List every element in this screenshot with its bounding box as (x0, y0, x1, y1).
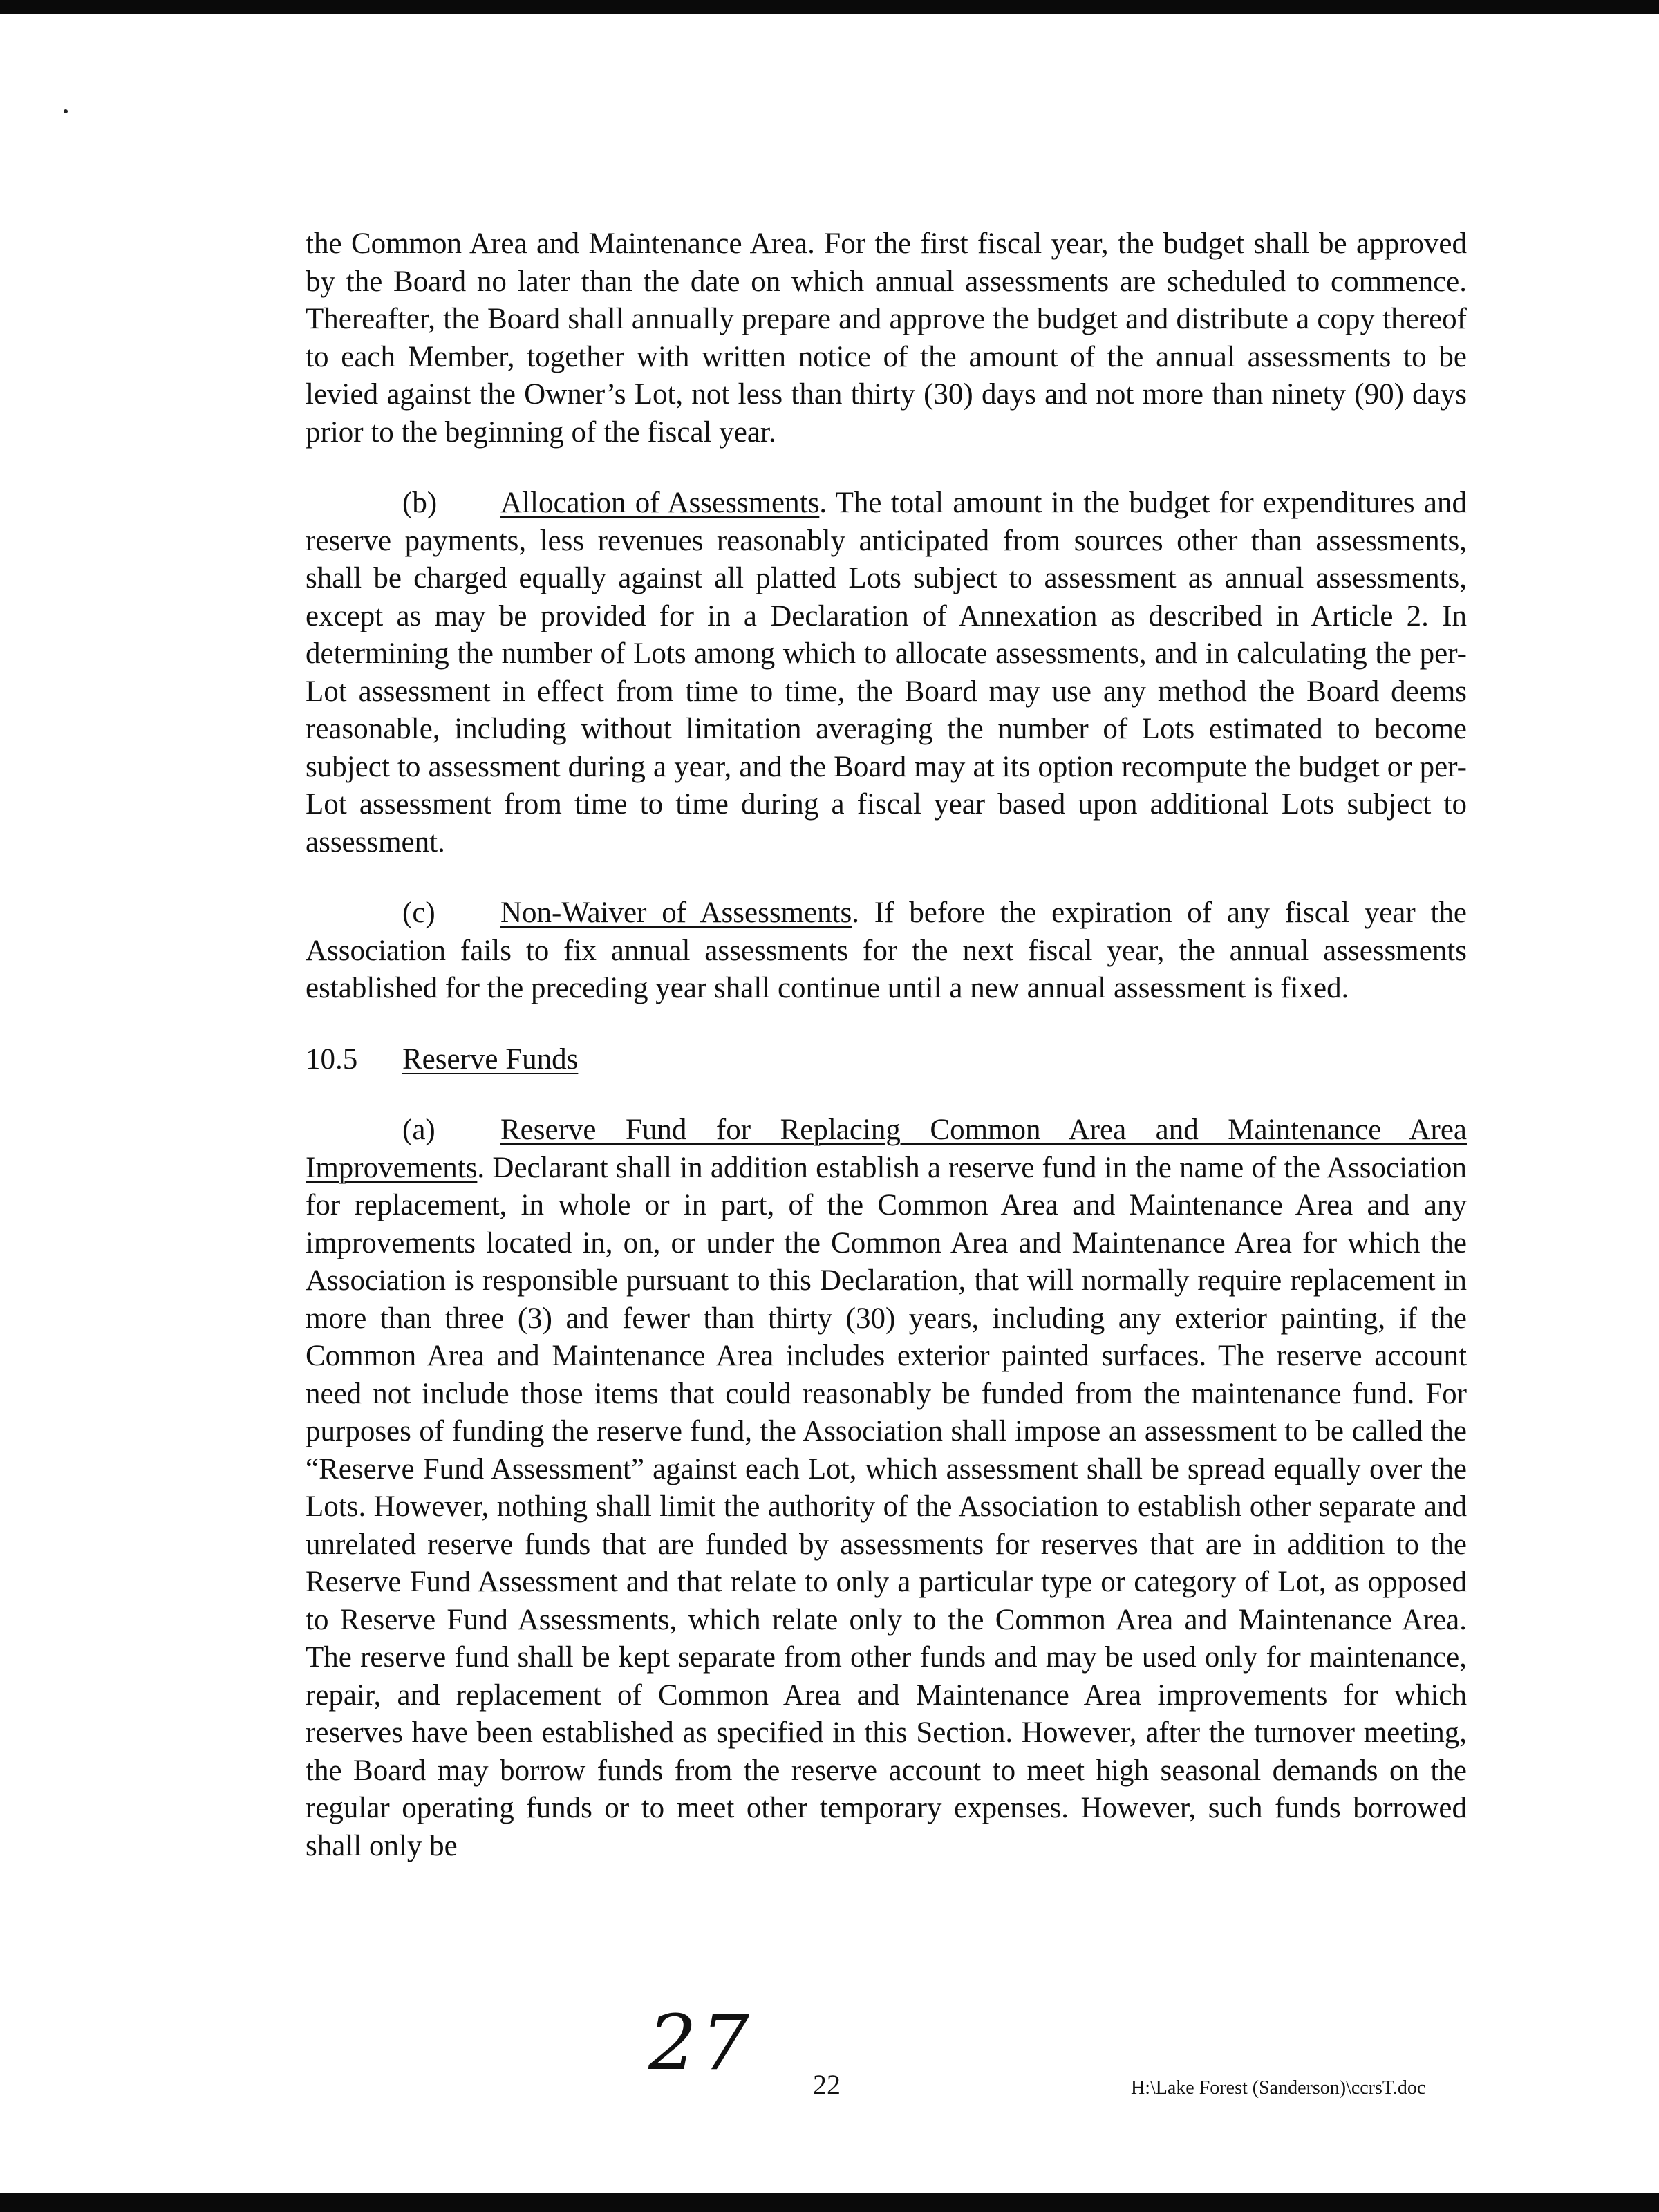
paragraph-c-text: If before the expiration of any fiscal year the Association fails to fix annual assessments for the next fiscal year, the annual assessments established for the preceding year shall continue until a new annual assessment is fixed. (306, 897, 1468, 1004)
paragraph-a: (a) Reserve Fund for Replacing Common Area and Maintenance Area Improvements. Declarant shall in addition establish a reserve fund in the name of the Association for replacement, in whole or in part, of the Common Area and Maintenance Area and any improvements located in, on, or under the Common Area and Maintenance Area for which the Association is responsible pursuant to this Declaration, that will normally require replacement in more than three (3) and fewer than thirty (30) years, including any exterior painting, if the Common Area and Maintenance Area includes exterior painted surfaces. The reserve account need not include those items that could reasonably be funded from the maintenance fund. For purposes of funding the reserve fund, the Association shall impose an assessment to be called the “Reserve Fund Assessment” against each Lot, which assessment shall be spread equally over the Lots. However, nothing shall limit the authority of the Association to establish other separate and unrelated reserve funds that are funded by assessments for reserves that are in addition to the Reserve Fund Assessment and that relate to only a particular type or category of Lot, as opposed to Reserve Fund Assessments, which relate only to the Common Area and Maintenance Area. The reserve fund shall be kept separate from other funds and may be used only for maintenance, repair, and replacement of Common Area and Maintenance Area improvements for which reserves have been established as specified in this Section. However, after the turnover meeting, the Board may borrow funds from the reserve account to meet high seasonal demands on the regular operating funds or to meet other temporary expenses. However, such funds borrowed shall only be (306, 1112, 1467, 1865)
paragraph-b-label: (b) (402, 487, 438, 519)
paragraph-b: (b) Allocation of Assessments. The total amount in the budget for expenditures and reserve payments, less revenues reasonably anticipated from sources other than assessments, shall be charged equally against all platted Lots subject to assessment as annual assessments, except as may be provided for in a Declaration of Annexation as described in Article 2. In determining the number of Lots among which to allocate assessments, and in calculating the per-Lot assessment in effect from time to time, the Board may use any method the Board deems reasonable, including without limitation averaging the number of Lots estimated to become subject to assessment during a year, and the Board may at its option recompute the budget or per-Lot assessment from time to time during a fiscal year based upon additional Lots subject to assessment. (306, 485, 1467, 861)
file-path: H:\Lake Forest (Sanderson)\ccrsT.doc (1131, 2077, 1426, 2099)
paragraph-c-heading: Non-Waiver of Assessments (500, 897, 852, 929)
paragraph-a-heading: Reserve Fund for Replacing Common Area and Maintenance Area Improvements (306, 1114, 1467, 1184)
paragraph-intro (306, 225, 1467, 451)
paragraph-c-label: (c) (402, 897, 435, 929)
page-number: 22 (813, 2069, 841, 2100)
paragraph-a-label: (a) (402, 1114, 435, 1146)
section-title: Reserve Funds (402, 1042, 579, 1076)
paragraph-a-text: Declarant shall in addition establish a reserve fund in the name of the Association for replacement, in whole or in part, of the Common Area and Maintenance Area and any improvements located in, on, or under the Common Area and Maintenance Area for which the Association is responsible pursuant to this Declaration, that will normally require replacement in more than three (3) and fewer than thirty (30) years, including any exterior painting, if the Common Area and Maintenance Area includes exterior painted surfaces. The reserve account need not include those items that could reasonably be funded from the maintenance fund. For purposes of funding the reserve fund, the Association shall impose an assessment to be called the “Reserve Fund Assessment” against each Lot, which assessment shall be spread equally over the Lots. However, nothing shall limit the authority of the Association to establish other separate and unrelated reserve funds that are funded by assessments for reserves that are in addition to the Reserve Fund Assessment and that relate to only a particular type or category of Lot, as opposed to Reserve Fund Assessments, which relate only to the Common Area and Maintenance Area. The reserve fund shall be kept separate from other funds and may be used only for maintenance, repair, and replacement of Common Area and Maintenance Area improvements for which reserves have been established as specified in this Section. However, after the turnover meeting, the Board may borrow funds from the reserve account to meet high seasonal demands on the regular operating funds or to meet other temporary expenses. However, such funds borrowed shall only be (306, 1151, 1467, 1862)
scan-edge-top (0, 0, 1659, 14)
document-body (306, 225, 1467, 1865)
paragraph-b-text: The total amount in the budget for expenditures and reserve payments, less revenues reasonably anticipated from sources other than assessments, shall be charged equally against all platted Lots subject to assessment as annual assessments, except as may be provided for in a Declaration of Annexation as described in Article 2. In determining the number of Lots among which to allocate assessments, and in calculating the per-Lot assessment in effect from time to time, the Board may use any method the Board deems reasonable, including without limitation averaging the number of Lots estimated to become subject to assessment during a year, and the Board may at its option recompute the budget or per-Lot assessment from time to time during a fiscal year based upon additional Lots subject to assessment. (306, 487, 1468, 859)
scan-edge-bottom (0, 2193, 1659, 2212)
paragraph-c: (c) Non-Waiver of Assessments. If before the expiration of any fiscal year the Association fails to fix annual assessments for the next fiscal year, the annual assessments established for the preceding year shall continue until a new annual assessment is fixed. (306, 894, 1467, 1008)
scan-speck (64, 109, 68, 113)
section-number: 10.5 (306, 1042, 358, 1076)
section-heading-10-5 (306, 1041, 1467, 1079)
paragraph-b-heading: Allocation of Assessments (500, 487, 820, 519)
handwritten-page-number: 27 (648, 1998, 753, 2087)
paragraph-intro-text: the Common Area and Maintenance Area. For the first fiscal year, the budget shall be approved by the Board no later than the date on which annual assessments are scheduled to commence. Thereafter, the Board shall annually prepare and approve the budget and distribute a copy thereof to each Member, together with written notice of the amount of the annual assessments to be levied against the Owner’s Lot, not less than thirty (30) days and not more than ninety (90) days prior to the beginning of the fiscal year. (306, 227, 1467, 449)
